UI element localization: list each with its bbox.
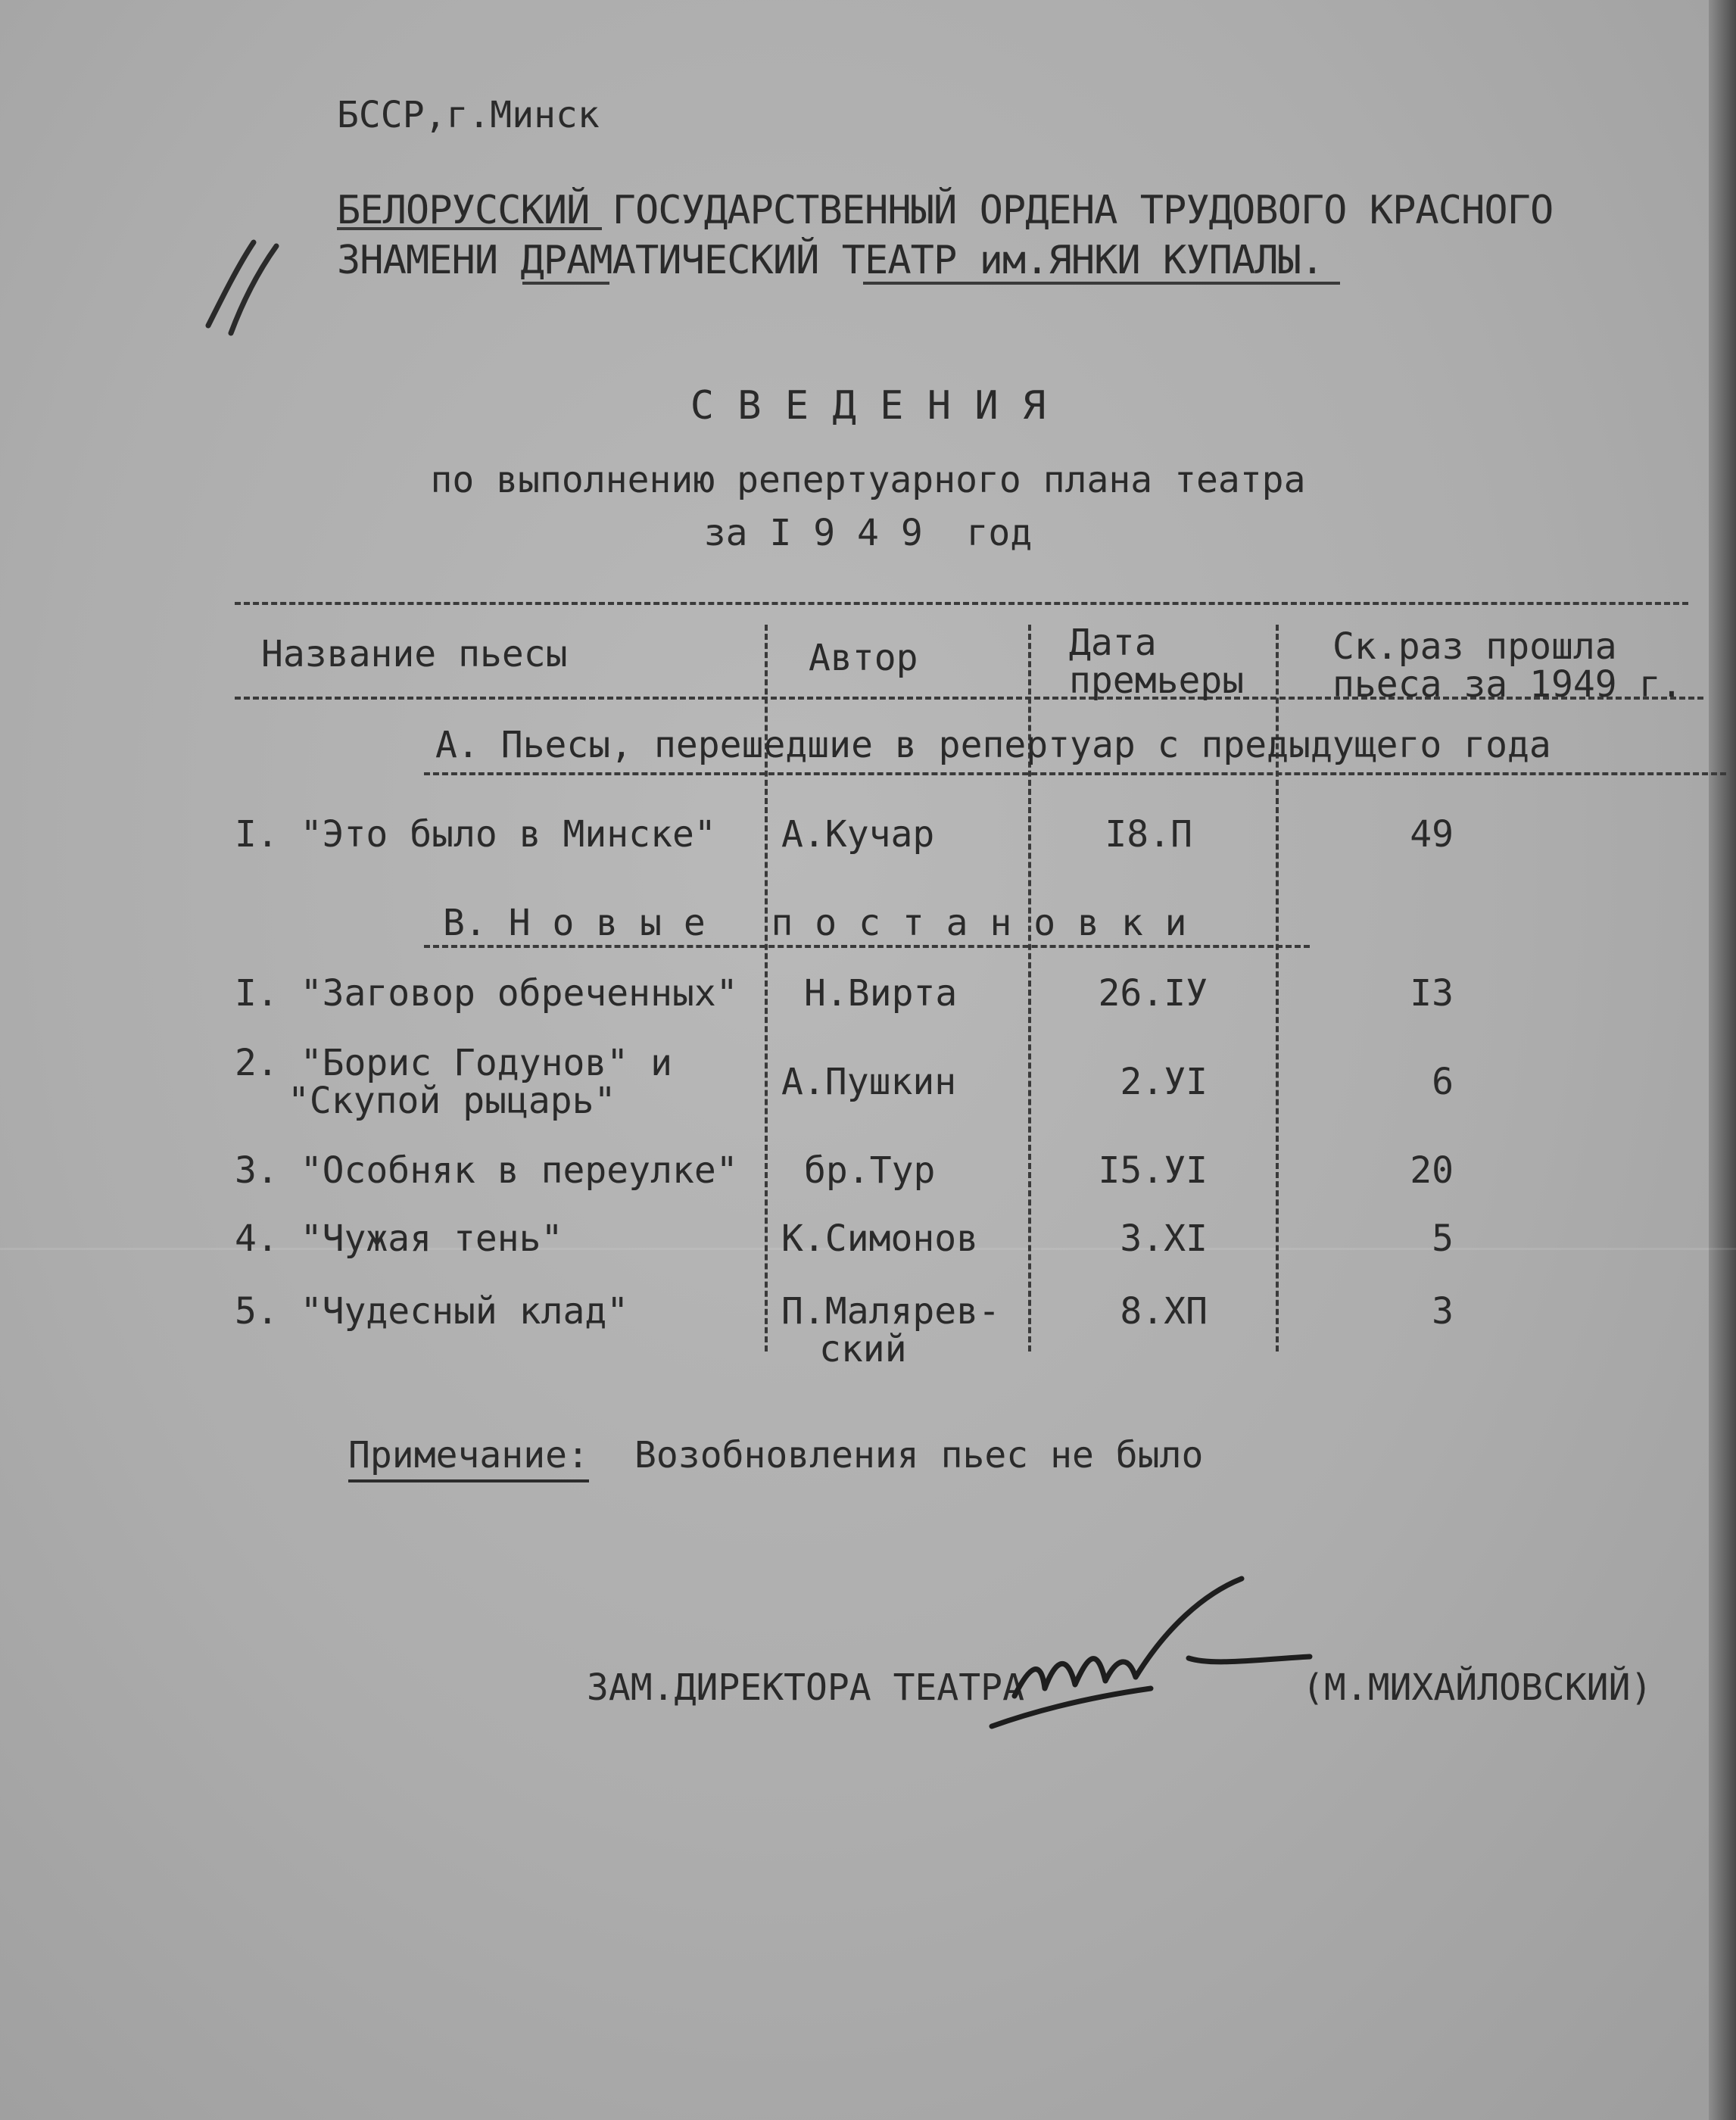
signatory-name: (М.МИХАЙЛОВСКИЙ) [1302, 1666, 1653, 1709]
document-subtitle: по выполнению репертуарного плана театра [430, 459, 1306, 501]
play-title: I. "Заговор обреченных" [235, 972, 738, 1015]
note-text: Возобновления пьес не было [634, 1434, 1204, 1476]
column-header-date-1: Дата [1069, 622, 1157, 664]
column-header-count-1: Ск.раз прошла [1332, 625, 1617, 668]
column-header-date-2: премьеры [1069, 659, 1245, 702]
play-author: А.Кучар [781, 813, 935, 856]
note-label [348, 1434, 589, 1476]
premiere-date: 2.УI [1120, 1061, 1208, 1103]
underline-org-3 [863, 282, 1340, 285]
organization-line-1: БЕЛОРУССКИЙ ГОСУДАРСТВЕННЫЙ ОРДЕНА ТРУДОВОГО КРАСНОГО [337, 188, 1554, 233]
location-line: БССР,г.Минск [337, 94, 600, 136]
performance-count: 6 [1432, 1061, 1454, 1103]
premiere-date: I5.УI [1098, 1149, 1208, 1192]
premiere-date: 3.XI [1120, 1217, 1208, 1260]
underline-org-1 [337, 227, 602, 230]
premiere-date: I8.П [1105, 813, 1192, 856]
play-title: 5. "Чудесный клад" [235, 1290, 629, 1333]
section-a-heading: А. Пьесы, перешедшие в репертуар с предыдущего года [435, 724, 1551, 766]
play-title: 3. "Особняк в переулке" [235, 1149, 738, 1192]
premiere-date: 8.XП [1120, 1290, 1208, 1333]
section-b-rule [424, 945, 1310, 948]
section-b-heading: В. Н о в ы е п о с т а н о в к и [443, 902, 1187, 944]
play-author: Н.Вирта [804, 972, 958, 1015]
section-a-rule [424, 772, 1726, 775]
column-header-count-2: пьеса за 1949 г. [1332, 663, 1683, 706]
table-top-rule [235, 602, 1688, 605]
handwritten-mark-icon [193, 227, 291, 341]
performance-count: I3 [1410, 972, 1454, 1015]
performance-count: 20 [1410, 1149, 1454, 1192]
note-label-text: Примечание: [348, 1434, 589, 1482]
scan-edge [1709, 0, 1736, 2120]
performance-count: 49 [1410, 813, 1454, 856]
play-author-continued: ский [819, 1328, 907, 1370]
document-title: С В Е Д Е Н И Я [690, 383, 1046, 429]
signature-icon [984, 1575, 1325, 1741]
performance-count: 3 [1432, 1290, 1454, 1333]
column-header-title: Название пьесы [261, 633, 568, 675]
play-author: бр.Тур [804, 1149, 936, 1192]
document-year: за I 9 4 9 год [703, 512, 1033, 554]
play-author: П.Малярев- [781, 1290, 1000, 1333]
play-title: I. "Это было в Минске" [235, 813, 716, 856]
play-title-continued: "Скупой рыцарь" [288, 1080, 616, 1122]
underline-org-2 [522, 282, 609, 285]
play-title: 2. "Борис Годунов" и [235, 1042, 672, 1084]
premiere-date: 26.IУ [1098, 972, 1208, 1015]
play-title: 4. "Чужая тень" [235, 1217, 563, 1260]
performance-count: 5 [1432, 1217, 1454, 1260]
organization-line-2: ЗНАМЕНИ ДРАМАТИЧЕСКИЙ ТЕАТР им.ЯНКИ КУПАЛЫ. [337, 238, 1324, 283]
play-author: А.Пушкин [781, 1061, 957, 1103]
play-author: К.Симонов [781, 1217, 979, 1260]
signatory-position: ЗАМ.ДИРЕКТОРА ТЕАТРА [587, 1666, 1024, 1709]
column-header-author: Автор [809, 637, 918, 679]
